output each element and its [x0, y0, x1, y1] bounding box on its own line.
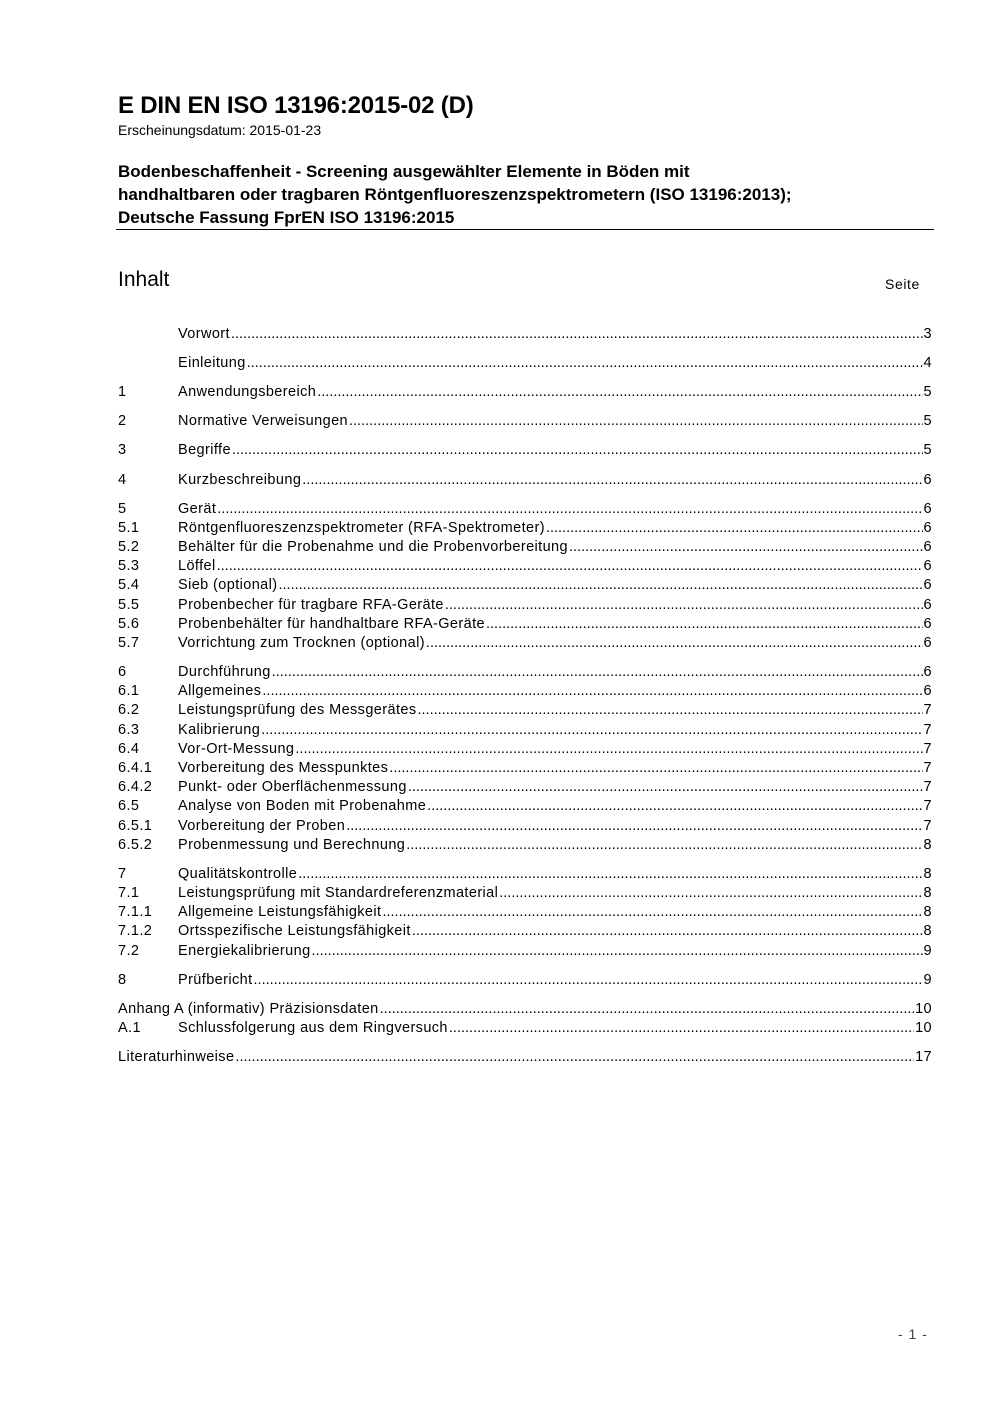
toc-entry[interactable]: [118, 325, 932, 344]
toc-entry-label: Leistungsprüfung des Messgerätes: [178, 702, 417, 718]
toc-entry-label: Probenmessung und Berechnung: [178, 837, 406, 853]
toc-entry-label: Behälter für die Probenahme und die Probenvorbereitung: [178, 539, 568, 555]
toc-entry[interactable]: [118, 412, 932, 431]
toc-entry[interactable]: [118, 759, 932, 778]
toc-entry-page: 6: [923, 539, 932, 555]
toc-entry-label: Probenbehälter für handhaltbare RFA-Geräte: [178, 616, 485, 632]
toc-entry[interactable]: [118, 634, 932, 653]
toc-entry-number: 5.6: [118, 616, 140, 632]
toc-dot-leader: [449, 1019, 914, 1038]
toc-entry-page: 7: [923, 741, 932, 757]
toc-entry[interactable]: [118, 538, 932, 557]
toc-entry-number: 8: [118, 972, 127, 988]
toc-dot-leader: [295, 740, 922, 759]
toc-entry[interactable]: [118, 682, 932, 701]
toc-entry-number: 7.1.2: [118, 923, 153, 939]
toc-entry-label: Einleitung: [178, 355, 246, 371]
toc-dot-leader: [302, 471, 922, 490]
toc-entry[interactable]: [118, 817, 932, 836]
toc-entry-label: Kalibrierung: [178, 722, 261, 738]
toc-entry-page: 10: [915, 1020, 932, 1036]
toc-entry-label: Literaturhinweise: [118, 1049, 235, 1065]
toc-dot-leader: [254, 971, 923, 990]
toc-entry-number: 6.5.1: [118, 818, 153, 834]
toc-entry-label: Vorrichtung zum Trocknen (optional): [178, 635, 425, 651]
toc-dot-leader: [569, 538, 923, 557]
toc-entry[interactable]: [118, 922, 932, 941]
title-divider: [116, 229, 934, 230]
toc-entry[interactable]: [118, 721, 932, 740]
toc-page-column-heading: Seite: [885, 276, 920, 292]
toc-entry-label: Allgemeines: [178, 683, 262, 699]
toc-entry-page: 7: [923, 779, 932, 795]
toc-entry-number: 5.7: [118, 635, 140, 651]
toc-entry-page: 6: [923, 616, 932, 632]
toc-entry-number: 6.3: [118, 722, 140, 738]
toc-entry-label: Normative Verweisungen: [178, 413, 348, 429]
toc-entry-label: Qualitätskontrolle: [178, 866, 298, 882]
toc-entry-page: 4: [923, 355, 932, 371]
subject-line: Deutsche Fassung FprEN ISO 13196:2015: [118, 208, 455, 227]
toc-entry-number: 6.5.2: [118, 837, 153, 853]
toc-dot-leader: [408, 778, 923, 797]
toc-entry-number: A.1: [118, 1020, 141, 1036]
toc-dot-leader: [486, 615, 923, 634]
toc-dot-leader: [445, 596, 923, 615]
page-number: - 1 -: [898, 1326, 928, 1342]
toc-entry-number: 7: [118, 866, 127, 882]
toc-entry-page: 17: [915, 1049, 932, 1065]
toc-dot-leader: [231, 325, 923, 344]
toc-entry-label: Allgemeine Leistungsfähigkeit: [178, 904, 382, 920]
toc-entry-page: 9: [923, 972, 932, 988]
toc-entry-label: Vorbereitung des Messpunktes: [178, 760, 389, 776]
toc-entry-page: 6: [923, 558, 932, 574]
toc-entry[interactable]: [118, 557, 932, 576]
toc-entry-number: 6.2: [118, 702, 140, 718]
toc-entry-page: 6: [923, 520, 932, 536]
toc-entry[interactable]: [118, 441, 932, 460]
toc-entry-label: Ortsspezifische Leistungsfähigkeit: [178, 923, 411, 939]
toc-entry-page: 6: [923, 472, 932, 488]
toc-entry[interactable]: [118, 383, 932, 402]
toc-entry-label: Gerät: [178, 501, 217, 517]
toc-entry-page: 8: [923, 866, 932, 882]
toc-entry-label: Punkt- oder Oberflächenmessung: [178, 779, 407, 795]
toc-entry[interactable]: [118, 519, 932, 538]
toc-entry[interactable]: [118, 778, 932, 797]
toc-entry-label: Vor-Ort-Messung: [178, 741, 295, 757]
toc-entry-number: 5.2: [118, 539, 140, 555]
toc-entry[interactable]: [118, 797, 932, 816]
toc-entry-page: 8: [923, 904, 932, 920]
document-subject: [118, 160, 934, 229]
toc-entry[interactable]: [118, 740, 932, 759]
toc-entry-page: 6: [923, 577, 932, 593]
toc-entry-page: 6: [923, 635, 932, 651]
toc-entry-number: 1: [118, 384, 127, 400]
toc-entry[interactable]: [118, 596, 932, 615]
toc-entry-page: 8: [923, 923, 932, 939]
toc-entry-number: 6.4.2: [118, 779, 153, 795]
toc-entry-label: Prüfbericht: [178, 972, 253, 988]
toc-entry-label: Probenbecher für tragbare RFA-Geräte: [178, 597, 444, 613]
toc-entry-number: 7.2: [118, 943, 140, 959]
toc-dot-leader: [382, 903, 922, 922]
toc-entry[interactable]: [118, 615, 932, 634]
toc-entry[interactable]: [118, 500, 932, 519]
toc-entry[interactable]: [118, 1000, 932, 1019]
subject-line: Bodenbeschaffenheit - Screening ausgewählter Elemente in Böden mit: [118, 162, 690, 181]
toc-entry-page: 7: [923, 702, 932, 718]
toc-entry-label: Begriffe: [178, 442, 231, 458]
toc-entry-number: 6: [118, 664, 127, 680]
toc-dot-leader: [427, 797, 922, 816]
toc-entry[interactable]: [118, 576, 932, 595]
toc-entry-number: 7.1: [118, 885, 140, 901]
toc-entry[interactable]: [118, 865, 932, 884]
toc-entry-label: Schlussfolgerung aus dem Ringversuch: [178, 1020, 448, 1036]
toc-entry-label: Anhang A (informativ) Präzisionsdaten: [118, 1001, 379, 1017]
toc-entry-page: 5: [923, 442, 932, 458]
toc-entry-page: 5: [923, 384, 932, 400]
toc-dot-leader: [317, 383, 922, 402]
toc-entry-page: 6: [923, 597, 932, 613]
toc-entry-label: Anwendungsbereich: [178, 384, 317, 400]
toc-entry-page: 7: [923, 760, 932, 776]
toc-entry[interactable]: [118, 354, 932, 373]
toc-entry-label: Vorbereitung der Proben: [178, 818, 346, 834]
toc-entry[interactable]: [118, 471, 932, 490]
toc-entry-number: 5.1: [118, 520, 140, 536]
toc-entry[interactable]: [118, 971, 932, 990]
toc-entry-number: 7.1.1: [118, 904, 153, 920]
toc-dot-leader: [380, 1000, 914, 1019]
toc-entry-label: Vorwort: [178, 326, 230, 342]
toc-dot-leader: [312, 942, 923, 961]
toc-dot-leader: [298, 865, 922, 884]
toc-dot-leader: [499, 884, 922, 903]
toc-entry[interactable]: [118, 884, 932, 903]
toc-entry-page: 8: [923, 837, 932, 853]
toc-heading: Inhalt: [118, 268, 170, 291]
toc-entry-page: 7: [923, 818, 932, 834]
toc-dot-leader: [346, 817, 922, 836]
toc-entry-number: 4: [118, 472, 127, 488]
toc-entry[interactable]: [118, 1019, 932, 1038]
toc-entry-label: Leistungsprüfung mit Standardreferenzmaterial: [178, 885, 499, 901]
toc-entry-page: 9: [923, 943, 932, 959]
toc-dot-leader: [426, 634, 923, 653]
toc-dot-leader: [412, 922, 923, 941]
toc-dot-leader: [389, 759, 922, 778]
toc-entry-number: 5.5: [118, 597, 140, 613]
toc-dot-leader: [235, 1048, 914, 1067]
toc-entry[interactable]: [118, 1048, 932, 1067]
toc-entry-number: 3: [118, 442, 127, 458]
toc-dot-leader: [272, 663, 923, 682]
subject-line: handhaltbaren oder tragbaren Röntgenfluoreszenzspektrometern (ISO 13196:2013);: [118, 185, 792, 204]
toc-entry[interactable]: [118, 663, 932, 682]
toc-entry-label: Kurzbeschreibung: [178, 472, 302, 488]
toc-entry-page: 7: [923, 722, 932, 738]
toc-entry-page: 6: [923, 683, 932, 699]
toc-entry[interactable]: [118, 942, 932, 961]
toc-entry[interactable]: [118, 836, 932, 855]
toc-entry-label: Durchführung: [178, 664, 271, 680]
toc-entry-page: 10: [915, 1001, 932, 1017]
document-title: E DIN EN ISO 13196:2015-02 (D): [118, 92, 474, 119]
toc-entry-page: 3: [923, 326, 932, 342]
toc-dot-leader: [262, 682, 922, 701]
toc-dot-leader: [217, 557, 923, 576]
toc-entry-label: Sieb (optional): [178, 577, 278, 593]
toc-dot-leader: [546, 519, 923, 538]
toc-entry-label: Löffel: [178, 558, 216, 574]
toc-entry-number: 6.4.1: [118, 760, 153, 776]
toc-entry-number: 5.3: [118, 558, 140, 574]
toc-entry-label: Röntgenfluoreszenzspektrometer (RFA-Spektrometer): [178, 520, 545, 536]
toc-entry-number: 6.4: [118, 741, 140, 757]
toc-dot-leader: [261, 721, 922, 740]
toc-entry[interactable]: [118, 903, 932, 922]
toc-entry-page: 5: [923, 413, 932, 429]
toc-dot-leader: [406, 836, 922, 855]
toc-dot-leader: [232, 441, 923, 460]
toc-entry[interactable]: [118, 701, 932, 720]
toc-dot-leader: [247, 354, 923, 373]
toc-entry-page: 6: [923, 664, 932, 680]
toc-entry-number: 5: [118, 501, 127, 517]
toc-dot-leader: [279, 576, 923, 595]
toc-entry-label: Analyse von Boden mit Probenahme: [178, 798, 427, 814]
toc-entry-number: 5.4: [118, 577, 140, 593]
publication-date: Erscheinungsdatum: 2015-01-23: [118, 122, 322, 138]
toc-entry-page: 7: [923, 798, 932, 814]
toc-dot-leader: [418, 701, 923, 720]
toc-dot-leader: [217, 500, 922, 519]
toc-entry-number: 2: [118, 413, 127, 429]
toc-dot-leader: [349, 412, 923, 431]
toc-entry-number: 6.5: [118, 798, 140, 814]
toc-entry-number: 6.1: [118, 683, 140, 699]
toc-entry-label: Energiekalibrierung: [178, 943, 311, 959]
toc-entry-page: 6: [923, 501, 932, 517]
toc-entry-page: 8: [923, 885, 932, 901]
